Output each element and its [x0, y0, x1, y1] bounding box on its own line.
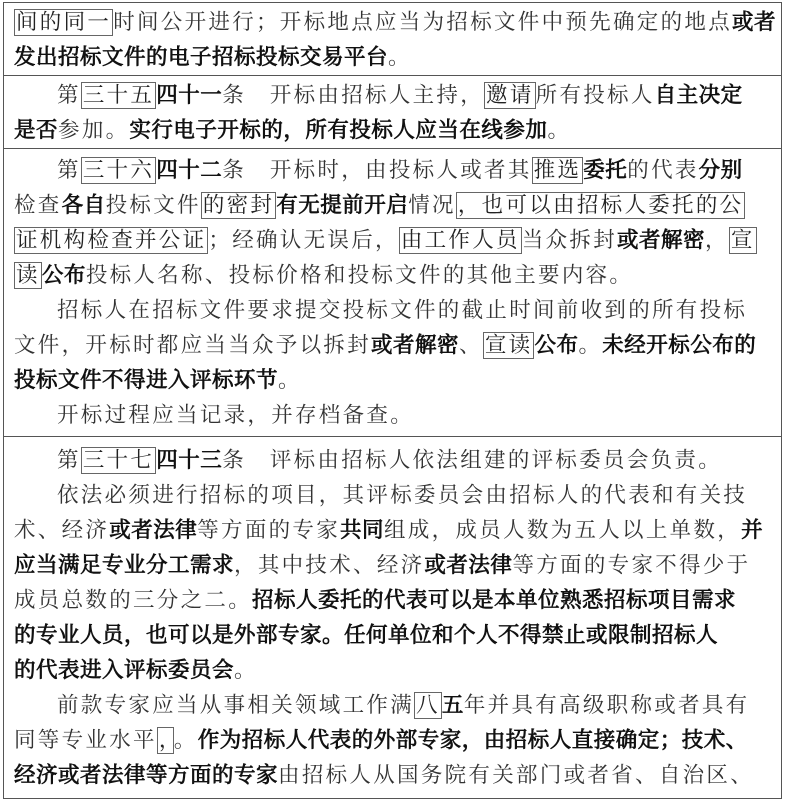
revision-added-text: 未经开标公布的	[602, 333, 757, 358]
revision-deleted-text: 读	[16, 263, 40, 288]
body-text: 年并具有高级职称或者具有	[463, 693, 750, 718]
revision-deleted-text: 三十六	[82, 158, 155, 183]
revision-added-text: 分别	[698, 158, 743, 183]
body-text: 。	[578, 333, 603, 358]
body-text: 检查	[14, 193, 62, 218]
body-text: 开标过程应当记录，并存档备查。	[57, 403, 415, 428]
body-text: 依法必须进行招标的项目，其评标委员会由招标人的代表和有关技	[57, 483, 748, 508]
revision-deleted-text: 间的同一	[16, 10, 112, 35]
revision-added-text: 或者解密	[617, 228, 706, 253]
text-line	[14, 5, 777, 40]
revision-deleted-text: 三十七	[82, 448, 155, 473]
revision-deleted-text: 三十五	[82, 83, 155, 108]
revision-added-text: 发出招标文件的电子招标投标交易平台	[14, 45, 389, 70]
text-line	[14, 688, 773, 723]
body-text: ，其中技术、经济	[234, 553, 425, 578]
table-row-1	[4, 3, 781, 76]
text-line	[14, 443, 773, 478]
body-text: 时间公开进行；开标地点应当为招标文件中预先确定的地点	[113, 10, 733, 35]
body-text: ；经确认无误后，	[208, 228, 399, 253]
table-row-4	[4, 437, 781, 800]
revision-added-text: 四十三	[156, 448, 223, 473]
revision-deleted-text: 推选	[533, 158, 582, 183]
revision-deleted-text: 宣读	[484, 333, 533, 358]
revision-added-text: 实行电子开标的，所有投标人应当在线参加	[129, 118, 548, 143]
body-text: 。	[234, 658, 258, 683]
body-text: 所有投标人	[535, 83, 655, 108]
body-text: 条 评标由招标人依法组建的评标委员会负责。	[222, 448, 723, 473]
body-text: 等方面的专家	[197, 518, 341, 543]
text-line	[14, 78, 773, 113]
revision-added-text: 作为招标人代表的外部专家，由招标人直接确定；技术、	[197, 728, 748, 753]
comparison-table	[3, 2, 782, 799]
text-line	[14, 723, 773, 758]
text-line	[14, 258, 773, 293]
revision-added-text: 或者	[732, 10, 777, 35]
body-text: 的代表	[627, 158, 699, 183]
revision-added-text: 并	[741, 518, 764, 543]
body-text: 情况	[408, 193, 456, 218]
revision-added-text: 的代表进入评标委员会	[14, 658, 235, 683]
text-line	[14, 328, 773, 363]
text-line	[14, 478, 773, 513]
body-text: 当众拆封	[521, 228, 618, 253]
body-text: 、	[459, 333, 483, 358]
body-text: 第	[57, 158, 81, 183]
paragraph-article-41	[14, 78, 773, 148]
revision-added-text: 共同	[340, 518, 385, 543]
body-text: ，	[705, 228, 729, 253]
revision-added-text: 或者法律	[109, 518, 198, 543]
body-text: 。	[388, 45, 412, 70]
revision-added-text: 应当满足专业分工需求	[14, 553, 235, 578]
revision-added-text: 经济或者法律等方面的专家	[14, 763, 279, 788]
body-text: 招标人在招标文件要求提交投标文件的截止时间前收到的所有投标	[57, 298, 748, 323]
body-text: 同等专业水平	[14, 728, 157, 753]
paragraph-article-43	[14, 443, 773, 793]
revision-deleted-text: 宣	[730, 228, 755, 253]
text-line	[14, 583, 773, 618]
body-text: 文件，开标时都应当当众予以拆封	[14, 333, 372, 358]
revision-added-text: 四十二	[156, 158, 223, 183]
revision-deleted-text: 邀请	[486, 83, 534, 108]
revision-added-text: 公布	[534, 333, 579, 358]
body-text: 第	[57, 83, 81, 108]
body-text: 由招标人从国务院有关部门或者省、自治区、	[278, 763, 755, 788]
text-line	[14, 618, 773, 653]
revision-deleted-text: 由工作人员	[400, 228, 520, 253]
body-text: 投标文件	[105, 193, 201, 218]
table-row-3	[4, 149, 781, 437]
revision-deleted-text: ，也可以由招标人委托的公	[457, 193, 744, 218]
revision-added-text: 是否	[14, 118, 59, 143]
body-text: 。	[547, 118, 572, 143]
body-text: 术、经济	[14, 518, 110, 543]
text-line	[14, 40, 773, 75]
text-line	[14, 223, 773, 258]
revision-deleted-text: 证机构检查并公证	[16, 228, 207, 253]
body-text: 组成，成员人数为五人以上单数，	[384, 518, 742, 543]
text-line	[14, 653, 773, 688]
revision-added-text: 或者法律	[424, 553, 513, 578]
text-line	[14, 153, 773, 188]
text-line	[14, 113, 773, 148]
revision-deleted-text: ，	[158, 728, 172, 753]
text-line	[14, 398, 773, 433]
text-line	[14, 548, 773, 583]
body-text: 条 开标时，由投标人或者其	[222, 158, 532, 183]
text-line	[14, 188, 773, 223]
body-text: 。	[278, 368, 302, 393]
body-text: 等方面的专家不得少于	[512, 553, 751, 578]
body-text: 条 开标由招标人主持，	[222, 83, 485, 108]
revision-added-text: 有无提前开启	[276, 193, 409, 218]
revision-added-text: 招标人委托的代表可以是本单位熟悉招标项目需求	[252, 588, 737, 613]
revision-added-text: 自主决定	[654, 83, 743, 108]
body-text: 参加。	[58, 118, 130, 143]
text-line	[14, 293, 773, 328]
revision-added-text: 投标文件不得进入评标环节	[14, 368, 279, 393]
body-text: 成员总数的三分之二。	[14, 588, 253, 613]
revision-added-text: 的专业人员，也可以是外部专家。任何单位和个人不得禁止或限制招标人	[14, 623, 719, 648]
revision-added-text: 各自	[61, 193, 106, 218]
revision-added-text: 公布	[41, 263, 86, 288]
paragraph-row-1	[14, 5, 777, 75]
revision-deleted-text: 的密封	[202, 193, 275, 218]
revision-added-text: 五	[441, 693, 464, 718]
revision-added-text: 四十一	[156, 83, 223, 108]
table-row-2	[4, 76, 781, 149]
paragraph-article-42	[14, 153, 773, 433]
body-text: 前款专家应当从事相关领域工作满	[57, 693, 415, 718]
body-text: 。	[173, 728, 198, 753]
revision-added-text: 或者解密	[371, 333, 460, 358]
text-line	[14, 758, 773, 793]
text-line	[14, 513, 773, 548]
revision-added-text: 委托	[583, 158, 628, 183]
text-line	[14, 363, 773, 398]
body-text: 投标人名称、投标价格和投标文件的其他主要内容。	[85, 263, 634, 288]
revision-deleted-text: 八	[416, 693, 440, 718]
body-text: 第	[57, 448, 81, 473]
